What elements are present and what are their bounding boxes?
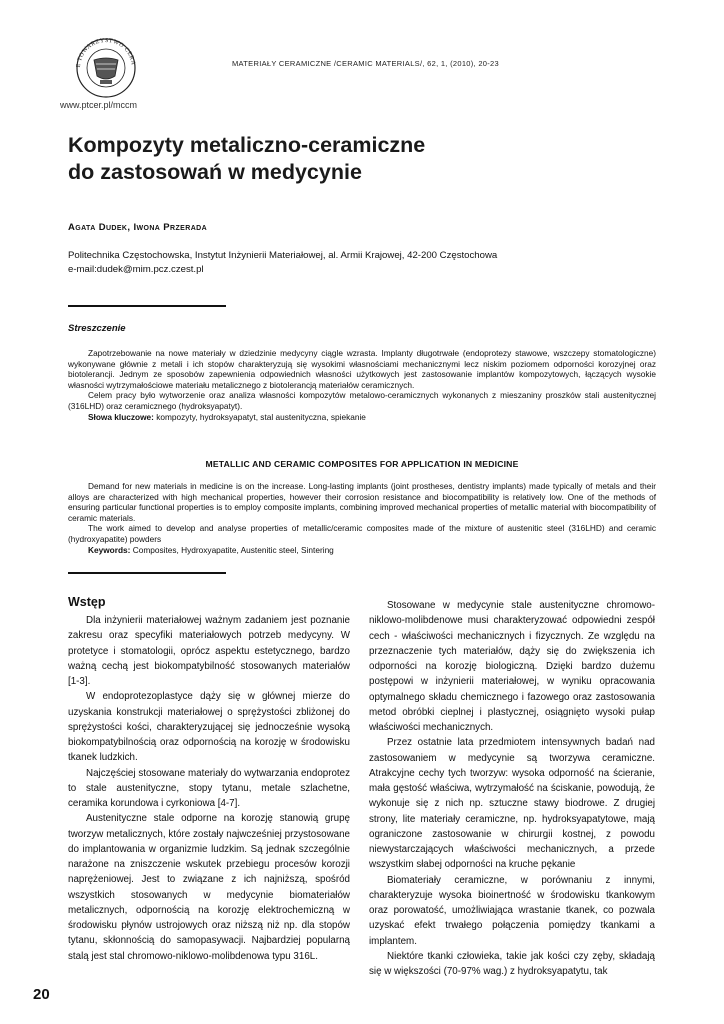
body-paragraph: Biomateriały ceramiczne, w porównaniu z innymi, charakteryzuje wysoka bioinertność w środowisku tkankowym oraz porowatość, umożliwiająca wrastanie tkanek, co pozwala uzyskać efekt trwałego połączenia pomiędzy tkankami a implantem. (369, 874, 655, 947)
section-rule (68, 572, 226, 574)
title-line-1: Kompozyty metaliczno-ceramiczne (68, 133, 426, 157)
body-column-left (68, 613, 350, 964)
logo-text: E TOWARZYSTWO CERA (75, 37, 136, 68)
body-paragraph: W endoprotezoplastyce dąży się w głównej mierze do uzyskania konstrukcji materiałowej o sprężystości zbliżonej do sprężystości kości, charakteryzującej się jednocześnie wysoką biokompatybilnością oraz odpornością na korozję w środowisku tkanek ludzkich. (68, 691, 350, 764)
society-logo (64, 36, 148, 100)
abstract-paragraph: Demand for new materials in medicine is on the increase. Long-lasting implants (joint prostheses, dentistry implants) made typically of metals and their alloys are characterized with high mechanical properties, however their corrosion resistance and biocompatibility is relatively low. One of the methods of ensuring particular functional properties is to employ composite implants, combining improved mechanical properties of metallic material with biocompatibility of ceramic materials. (68, 481, 656, 523)
body-paragraph: Niektóre tkanki człowieka, takie jak kości czy zęby, składają się w większości (70-97% wag.) z hydroksyapatytu, tak (369, 950, 655, 977)
body-paragraph: Przez ostatnie lata przedmiotem intensywnych badań nad zastosowaniem w medycynie są tworzywa ceramiczne. Atrakcyjne cechy tych tworzyw: wysoka odporność na ścieranie, mała gęstość właściwa, wytrzymałość na ściskanie, powodują, że wykonuje się z nich np. sztuczne stawy biodrowe. Z drugiej strony, lite materiały ceramiczne, np. hydroksyapatytowe, mają ograniczone zastosowanie w chirurgii kostnej, z powodu niewystarczających właściwości mechanicznych, a przede wszystkim słabej odporności na kruche pękanie (369, 737, 655, 871)
keywords-list: Composites, Hydroxyapatite, Austenitic steel, Sintering (130, 544, 334, 555)
english-title: METALLIC AND CERAMIC COMPOSITES FOR APPLICATION IN MEDICINE (205, 459, 519, 469)
body-paragraph: Austenityczne stale odporne na korozję stanowią grupę tworzyw metalicznych, które zostały najwcześniej przystosowane do implantowania w organizmie ludzkim. Są jednak szczególnie narażone na zniszczenie wskutek przebiegu procesów korozji naprężeniowej. Jest to związane z ich najniższą, spośród wszystkich stosowanych w medycynie biomateriałów metalicznych, odpornością na korozję elektrochemiczną w środowisku płynów ustrojowych oraz niższą niż np. dla stopów tytanu, skłonnością do samopasywacji. Najbardziej popularną stalą jest stal chromowo-niklowo-molibdenowa typu 316L. (68, 813, 350, 962)
abstract-paragraph: The work aimed to develop and analyse properties of metallic/ceramic composites made of the mixture of austenitic steel (316LHD) and ceramic (hydroxyapatite) powders (68, 523, 656, 544)
title-line-2: do zastosowań w medycynie (68, 160, 362, 184)
section-heading: Wstęp (68, 595, 106, 609)
abstract-polish (68, 348, 656, 422)
article-title (68, 132, 668, 186)
body-paragraph: Najczęściej stosowane materiały do wytwarzania endoprotez to stale austenityczne, stopy tytanu, metale szlachetne, ceramika korundowa i cyrkoniowa [4-7]. (68, 767, 350, 809)
keywords-label: Słowa kluczowe: (88, 411, 154, 422)
abstract-paragraph: Celem pracy było wytworzenie oraz analiza własności kompozytów metalowo-ceramicznych wykonanych z mieszaniny proszków stali austenitycznej (316LHD) oraz ceramicznego (hydroksyapatyt). (68, 390, 656, 411)
page-number: 20 (33, 986, 50, 1003)
keywords-label: Keywords: (88, 544, 131, 555)
keywords-line (68, 412, 656, 423)
abstract-english (68, 481, 656, 555)
author-email: e-mail:dudek@mim.pcz.czest.pl (68, 264, 204, 275)
section-rule (68, 305, 226, 307)
body-paragraph: Dla inżynierii materiałowej ważnym zadaniem jest poznanie zakresu oraz specyfiki materiałowych potrzeb medycyny. W protetyce i stomatologii, oprócz aspektu estetycznego, bardzo ważną cechą jest biokompatybilność stosowanych materiałów [1-3]. (68, 615, 350, 687)
body-column-right (369, 598, 655, 979)
abstract-heading: Streszczenie (68, 323, 126, 334)
keywords-line (68, 545, 656, 556)
society-url: www.ptcer.pl/mccm (60, 100, 138, 110)
abstract-paragraph: Zapotrzebowanie na nowe materiały w dziedzinie medycyny ciągle wzrasta. Implanty długotrwałe (endoprotezy stawowe, wszczepy stomatologiczne) wykonywane głównie z metali i ich stopów charakteryzują się wysokimi własnościami mechanicznymi lecz niskim poziomem odporności korozyjnej oraz biotolerancji. Jednym ze sposobów zapewnienia odpowiednich własności użytkowych jest zastosowanie implantów kompozytowych, łączących wysokie własności wytrzymałościowe materiału metalicznego z biotolerancją materiałów ceramicznych. (68, 348, 656, 390)
journal-reference: MATERIAŁY CERAMICZNE /CERAMIC MATERIALS/, 62, 1, (2010), 20-23 (232, 59, 500, 68)
article-authors: Agata Dudek, Iwona Przerada (68, 222, 208, 233)
keywords-list: kompozyty, hydroksyapatyt, stal austenityczna, spiekanie (153, 411, 366, 422)
author-affiliation (68, 249, 497, 277)
affiliation-address: Politechnika Częstochowska, Instytut Inżynierii Materiałowej, al. Armii Krajowej, 42-200 Częstochowa (68, 250, 498, 261)
body-paragraph: Stosowane w medycynie stale austenityczne chromowo-niklowo-molibdenowe musi charakteryzować odpowiedni zespół cech - właściwości mechanicznych i fizycznych. Ze względu na przeznaczenie tych materiałów, dąży się do zwiększenia ich odporności na korozję biologiczną. Dzięki bardzo dużemu postępowi w inżynierii materiałowej, w wyniku opracowania optymalnego składu chemicznego i fazowego oraz zastosowania metod obróbki cieplnej i plastycznej, osiągnięto wysoki pułap właściwości mechanicznych. (369, 600, 655, 733)
